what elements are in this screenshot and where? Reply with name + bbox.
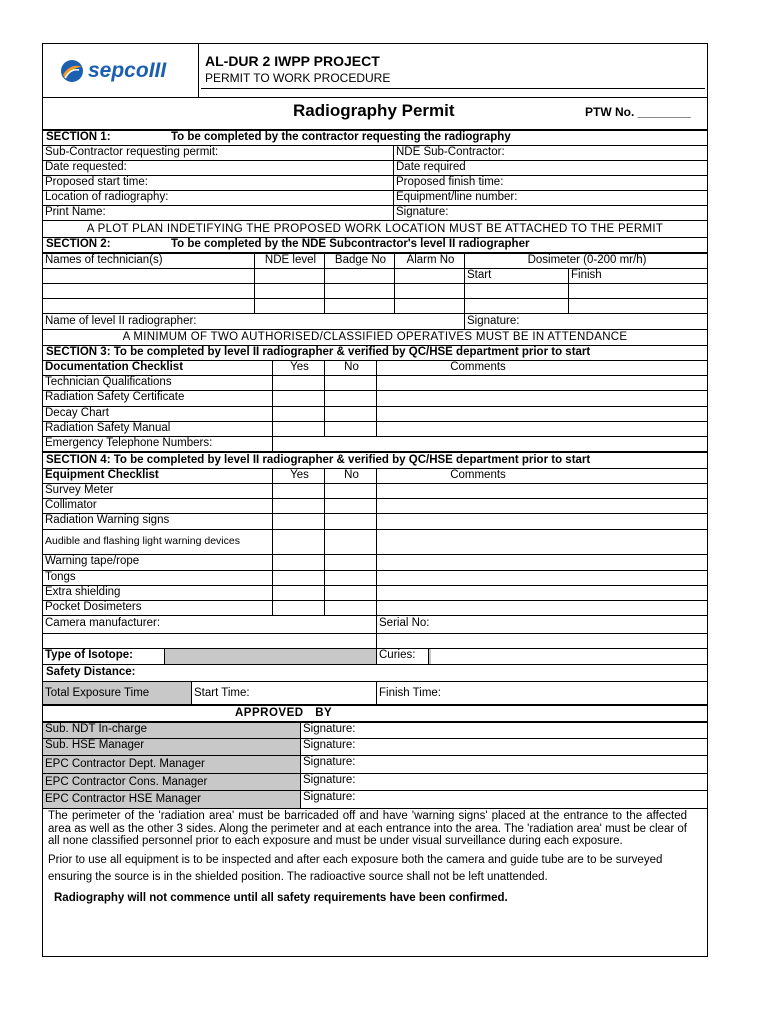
- yes-cell: [273, 530, 325, 554]
- camera-label: Camera manufacturer:: [43, 616, 377, 633]
- yes-cell: [273, 499, 325, 513]
- approver-role: EPC Contractor Dept. Manager: [43, 756, 301, 773]
- no-cell: [325, 571, 377, 585]
- approval-row: [43, 774, 707, 791]
- section3-header: [43, 346, 707, 361]
- start-time-label: Start Time:: [192, 682, 377, 704]
- form-header: [43, 44, 707, 98]
- no-cell: [325, 484, 377, 498]
- section1-heading: To be completed by the contractor requesting the radiography: [171, 131, 511, 143]
- no-cell: [325, 391, 377, 406]
- comments-header: Comments: [450, 469, 506, 481]
- col-header: Badge No: [325, 254, 395, 268]
- approval-row: [43, 791, 707, 809]
- checklist-item: Technician Qualifications: [43, 376, 273, 390]
- checklist-row: [43, 376, 707, 391]
- table-cell: [43, 269, 255, 283]
- table-cell: [395, 299, 465, 313]
- table-cell: [569, 284, 707, 298]
- yes-cell: [273, 514, 325, 529]
- notice-text: A MINIMUM OF TWO AUTHORISED/CLASSIFIED OPERATIVES MUST BE IN ATTENDANCE: [122, 331, 628, 343]
- field-label: Sub-Contractor requesting permit:: [43, 146, 394, 160]
- yes-cell: [273, 601, 325, 615]
- logo-swoosh-icon: [59, 58, 85, 84]
- field-label: NDE Sub-Contractor:: [396, 146, 505, 158]
- no-cell: [325, 514, 377, 529]
- checklist-title: Equipment Checklist: [43, 469, 273, 483]
- section1-row: [43, 191, 707, 206]
- yes-cell: [273, 376, 325, 390]
- camera-blank-row: [43, 634, 707, 649]
- col-header: NDE level: [255, 254, 325, 268]
- isotope-row: [43, 649, 707, 665]
- approval-row: [43, 723, 707, 739]
- checklist-row: [43, 514, 707, 530]
- approver-role: Sub. HSE Manager: [43, 739, 301, 755]
- table-cell: [395, 284, 465, 298]
- approver-signature: Signature:: [303, 774, 356, 786]
- yes-cell: [273, 407, 325, 421]
- checklist-row: [43, 499, 707, 514]
- comments-header: Comments: [450, 361, 506, 373]
- technician-row: [43, 299, 707, 314]
- checklist-item: Survey Meter: [43, 484, 273, 498]
- section1-label: SECTION 1:: [46, 131, 111, 143]
- section4-header: [43, 453, 707, 469]
- checklist-title: Documentation Checklist: [43, 361, 273, 375]
- no-cell: [325, 586, 377, 600]
- approval-header: [43, 706, 707, 723]
- approver-role: Sub. NDT In-charge: [43, 723, 301, 738]
- isotope-label: Type of Isotope:: [43, 649, 165, 664]
- approval-row: [43, 756, 707, 774]
- checklist-row: [43, 391, 707, 407]
- no-header: No: [325, 469, 377, 483]
- field-label: Equipment/line number:: [396, 191, 518, 203]
- permit-grid: [43, 129, 707, 958]
- header-divider: [201, 88, 705, 89]
- checklist-item: Extra shielding: [43, 586, 273, 600]
- procedure-name: PERMIT TO WORK PROCEDURE: [205, 71, 391, 85]
- field-label: Location of radiography:: [43, 191, 394, 205]
- technician-row: [43, 269, 707, 284]
- level2-signature-label: Signature:: [467, 315, 520, 327]
- table-cell: [395, 269, 465, 283]
- curies-shade: [429, 649, 431, 664]
- checklist-item: Radiation Warning signs: [43, 514, 273, 529]
- project-name: AL-DUR 2 IWPP PROJECT: [205, 53, 380, 69]
- yes-cell: [273, 391, 325, 406]
- plot-plan-notice: [43, 221, 707, 238]
- level2-row: [43, 314, 707, 330]
- approval-row: [43, 739, 707, 756]
- section4-heading: SECTION 4: To be completed by level II radiographer & verified by QC/HSE department prior to start: [46, 454, 591, 466]
- total-exposure-label: Total Exposure Time: [43, 682, 192, 704]
- exposure-row: [43, 682, 707, 706]
- technician-table-header: [43, 254, 707, 269]
- section1-row: [43, 161, 707, 176]
- technician-row: [43, 284, 707, 299]
- no-cell: [325, 555, 377, 570]
- no-cell: [325, 407, 377, 421]
- final-statement: Radiography will not commence until all safety requirements have been confirmed.: [54, 891, 508, 904]
- doc-checklist-header: [43, 361, 707, 376]
- yes-cell: [273, 586, 325, 600]
- yes-cell: [273, 571, 325, 585]
- col-header: Dosimeter (0-200 mr/h): [527, 254, 647, 266]
- section2-heading: To be completed by the NDE Subcontractor's level II radiographer: [171, 238, 530, 250]
- section1-header: [43, 131, 707, 146]
- yes-header: Yes: [273, 361, 325, 375]
- logo-text: sepcoIII: [88, 59, 167, 82]
- col-header: Alarm No: [395, 254, 465, 268]
- dosimeter-start: Start: [465, 269, 569, 283]
- checklist-item: Decay Chart: [43, 407, 273, 421]
- table-cell: [255, 269, 325, 283]
- notice-text: A PLOT PLAN INDETIFYING THE PROPOSED WORK LOCATION MUST BE ATTACHED TO THE PERMIT: [86, 223, 664, 235]
- checklist-row: [43, 530, 707, 555]
- table-cell: [325, 284, 395, 298]
- field-label: Signature:: [396, 206, 449, 218]
- page-title: Radiography Permit: [293, 101, 455, 120]
- checklist-item: Tongs: [43, 571, 273, 585]
- camera-row: [43, 616, 707, 634]
- no-cell: [325, 376, 377, 390]
- table-cell: [43, 299, 255, 313]
- ptw-number: PTW No. ________: [585, 105, 692, 119]
- note-paragraph: The perimeter of the 'radiation area' must be barricaded off and have 'warning signs' placed at the entrance to the affected area as well as the other 3 sides. Along the perimeter and at each entrance into the area. The 'radiation area' must be clear of all none classified personnel prior to each exposure and must be under visual surveillance during each exposure.: [48, 810, 687, 848]
- table-cell: [255, 284, 325, 298]
- table-cell: [465, 284, 569, 298]
- approver-signature: Signature:: [303, 723, 356, 735]
- permit-form: [42, 43, 708, 957]
- checklist-item: Radiation Safety Certificate: [43, 391, 273, 406]
- yes-header: Yes: [273, 469, 325, 483]
- checklist-row: [43, 407, 707, 422]
- yes-cell: [273, 422, 325, 436]
- checklist-item: Emergency Telephone Numbers:: [43, 437, 273, 451]
- serial-label: Serial No:: [379, 617, 430, 629]
- title-row: [43, 97, 707, 125]
- section1-row: [43, 176, 707, 191]
- attendance-notice: [43, 330, 707, 346]
- finish-time-label: Finish Time:: [379, 687, 441, 699]
- table-cell: [465, 299, 569, 313]
- section1-row: [43, 206, 707, 221]
- table-cell: [43, 284, 255, 298]
- no-cell: [325, 422, 377, 436]
- approver-role: EPC Contractor Cons. Manager: [43, 774, 301, 790]
- checklist-item: Radiation Safety Manual: [43, 422, 273, 436]
- curies-label: Curies:: [377, 649, 429, 664]
- table-cell: [325, 269, 395, 283]
- yes-cell: [273, 555, 325, 570]
- checklist-row: [43, 571, 707, 586]
- checklist-row: [43, 555, 707, 571]
- isotope-shaded-cell: [165, 649, 377, 664]
- field-label: Proposed finish time:: [396, 176, 504, 188]
- table-cell: [43, 634, 377, 648]
- checklist-row: [43, 437, 707, 453]
- safety-distance-label: Safety Distance:: [46, 666, 136, 678]
- approver-role: EPC Contractor HSE Manager: [43, 791, 301, 808]
- field-label: Date required: [396, 161, 466, 173]
- checklist-item: Pocket Dosimeters: [43, 601, 273, 615]
- no-cell: [325, 601, 377, 615]
- section1-row: [43, 146, 707, 161]
- checklist-item: Collimator: [43, 499, 273, 513]
- section3-heading: SECTION 3: To be completed by level II radiographer & verified by QC/HSE department prior to start: [46, 346, 591, 358]
- checklist-row: [43, 422, 707, 437]
- note-paragraph: Prior to use all equipment is to be inspected and after each exposure both the camera and guide tube are to be surveyed ensuring the source is in the shielded position. The radioactive source shall not be left unattended.: [48, 853, 663, 883]
- col-header: Names of technician(s): [43, 254, 255, 268]
- no-cell: [325, 530, 377, 554]
- yes-cell: [273, 484, 325, 498]
- field-label: Proposed start time:: [43, 176, 394, 190]
- table-cell: [325, 299, 395, 313]
- field-label: Date requested:: [43, 161, 394, 175]
- checklist-item: Warning tape/rope: [43, 555, 273, 570]
- safety-notes: [48, 810, 687, 904]
- table-cell: [255, 299, 325, 313]
- no-header: No: [325, 361, 377, 375]
- approver-signature: Signature:: [303, 739, 356, 751]
- level2-name-label: Name of level II radiographer:: [43, 314, 465, 329]
- approval-heading: APPROVED BY: [235, 707, 333, 719]
- field-label: Print Name:: [43, 206, 394, 220]
- logo-cell: [43, 44, 199, 97]
- checklist-item: Audible and flashing light warning devices: [43, 530, 273, 554]
- section2-label: SECTION 2:: [46, 238, 111, 250]
- checklist-row: [43, 484, 707, 499]
- equip-checklist-header: [43, 469, 707, 484]
- company-logo: [59, 58, 166, 84]
- dosimeter-finish: Finish: [571, 269, 602, 281]
- checklist-row: [43, 586, 707, 601]
- no-cell: [325, 499, 377, 513]
- section2-header: [43, 238, 707, 254]
- table-cell: [569, 299, 707, 313]
- safety-distance-row: [43, 665, 707, 682]
- approver-signature: Signature:: [303, 756, 356, 768]
- checklist-row: [43, 601, 707, 616]
- approver-signature: Signature:: [303, 791, 356, 803]
